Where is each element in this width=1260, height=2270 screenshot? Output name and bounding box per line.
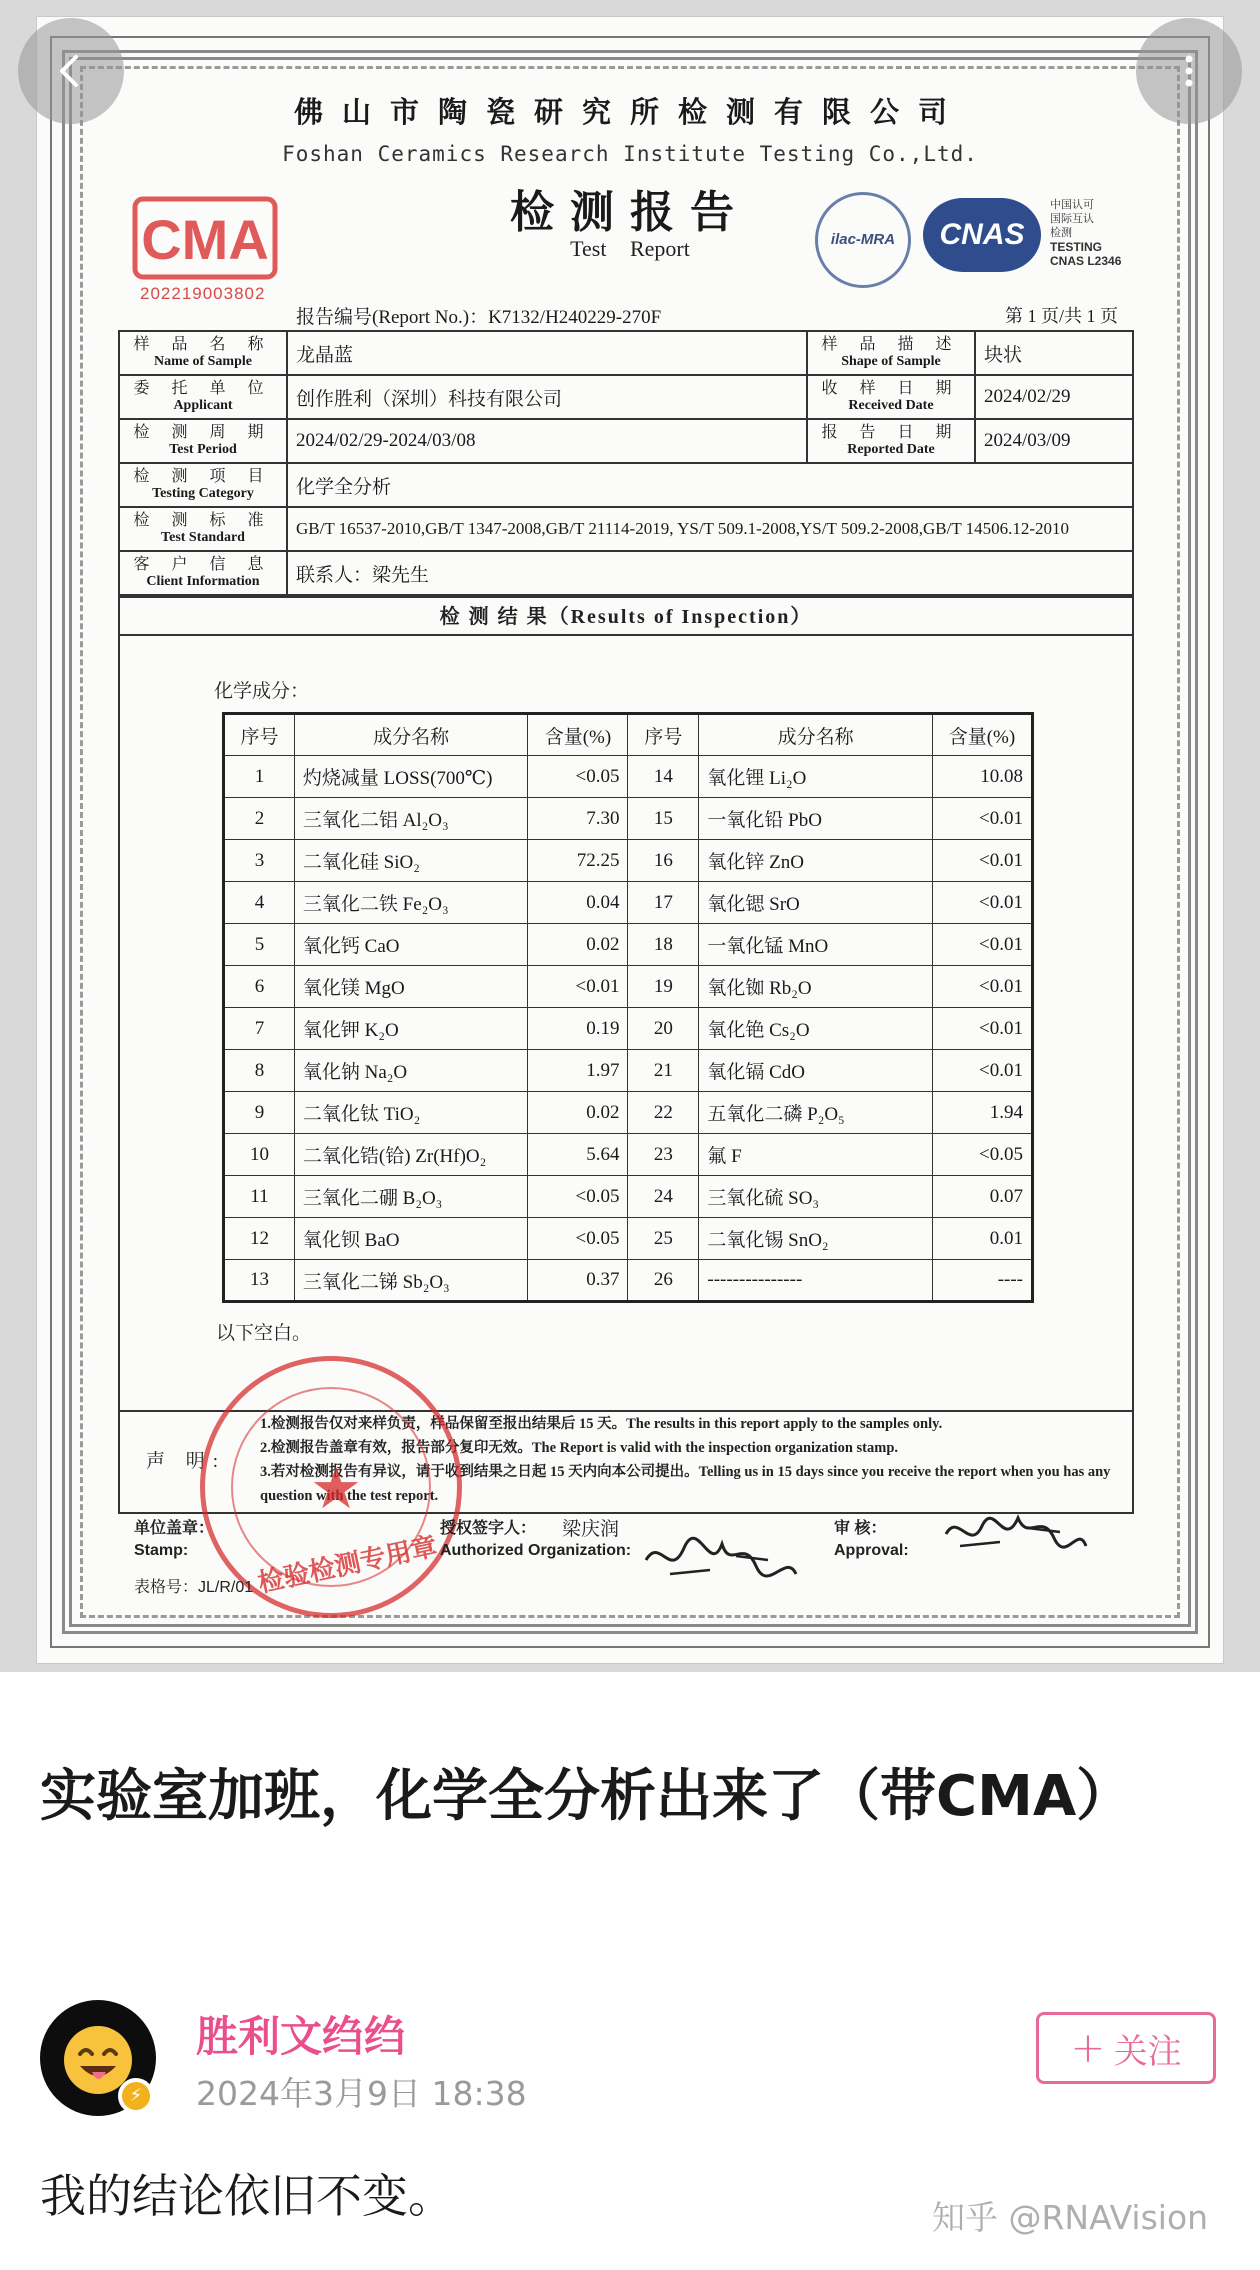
- chem-table-row: [224, 1218, 1033, 1260]
- chem-table-row: [224, 882, 1033, 924]
- client-info-value: 联系人：梁先生: [287, 551, 1133, 595]
- chem-cell-n: 25: [628, 1218, 699, 1260]
- chem-table-row: [224, 1134, 1033, 1176]
- chem-cell-n: 10: [224, 1134, 295, 1176]
- chem-cell-v: 0.37: [528, 1260, 628, 1302]
- reported-date-value: 2024/03/09: [975, 419, 1133, 463]
- info-row: 样 品 名 称 Name of Sample 龙晶蓝 样 品 描 述 Shape of Sample 块状: [119, 331, 1133, 375]
- chem-cell-v: 0.04: [528, 882, 628, 924]
- back-button[interactable]: [18, 18, 124, 124]
- form-number: 表格号：JL/R/01: [134, 1579, 254, 1596]
- chem-cell-name: 一氧化铅 PbO: [699, 798, 933, 840]
- chem-cell-n: 1: [224, 756, 295, 798]
- chem-cell-v: 10.08: [932, 756, 1032, 798]
- chem-cell-v: <0.05: [932, 1134, 1032, 1176]
- chem-cell-name: 二氧化硅 SiO₂: [294, 840, 528, 882]
- chem-cell-v: <0.01: [528, 966, 628, 1008]
- chem-cell-name: 五氧化二磷 P₂O₅: [699, 1092, 933, 1134]
- chem-cell-n: 20: [628, 1008, 699, 1050]
- chem-cell-name: 氟 F: [699, 1134, 933, 1176]
- org-name-cn: 佛山市陶瓷研究所检测有限公司: [293, 97, 966, 129]
- page-number: 第 1 页/共 1 页: [1005, 306, 1119, 326]
- col-header: 含量(%): [528, 714, 628, 756]
- chem-cell-v: 1.97: [528, 1050, 628, 1092]
- blank-note: 以下空白。: [216, 1323, 312, 1344]
- chem-cell-n: 13: [224, 1260, 295, 1302]
- chem-cell-v: ----: [932, 1260, 1032, 1302]
- chem-cell-name: ---------------: [699, 1260, 933, 1302]
- approval-label: 审 核： Approval:: [834, 1520, 909, 1559]
- col-header: 成分名称: [699, 714, 933, 756]
- report-title-en: Test Report: [570, 236, 690, 261]
- more-button[interactable]: [1136, 18, 1242, 124]
- chem-cell-n: 18: [628, 924, 699, 966]
- chem-cell-name: 氧化锌 ZnO: [699, 840, 933, 882]
- applicant-value: 创作胜利（深圳）科技有限公司: [287, 375, 807, 419]
- authorized-label: 授权签字人： Authorized Organization:: [440, 1520, 632, 1559]
- test-period-value: 2024/02/29-2024/03/08: [287, 419, 807, 463]
- chem-cell-n: 24: [628, 1176, 699, 1218]
- chem-header-row: [224, 714, 1033, 756]
- chem-cell-v: 0.02: [528, 924, 628, 966]
- chem-cell-n: 3: [224, 840, 295, 882]
- cnas-side-text: 中国认可 国际互认 检测 TESTING CNAS L2346: [1050, 199, 1122, 268]
- report-title-cn: 检测报告: [510, 188, 750, 237]
- cnas-logo: CNAS: [923, 198, 1041, 272]
- info-row: 检 测 周 期 Test Period 2024/02/29-2024/03/08 报 告 日 期 Reported Date 2024/03/09: [119, 419, 1133, 463]
- sample-name-value: 龙晶蓝: [287, 331, 807, 375]
- chem-cell-name: 氧化锶 SrO: [699, 882, 933, 924]
- chem-cell-v: <0.01: [932, 924, 1032, 966]
- info-row: 委 托 单 位 Applicant 创作胜利（深圳）科技有限公司 收 样 日 期 Received Date 2024/02/29: [119, 375, 1133, 419]
- chem-cell-name: 三氧化二锑 Sb₂O₃: [294, 1260, 528, 1302]
- chem-cell-name: 氧化钙 CaO: [294, 924, 528, 966]
- org-name-en: Foshan Ceramics Research Institute Testing Co.,Ltd.: [282, 142, 978, 166]
- chem-cell-n: 23: [628, 1134, 699, 1176]
- info-row: 客 户 信 息 Client Information 联系人：梁先生: [119, 551, 1133, 595]
- post-date: 2024年3月9日 18:38: [196, 2074, 527, 2113]
- post-body: 我的结论依旧不变。: [40, 2169, 454, 2223]
- chem-cell-name: 氧化钾 K₂O: [294, 1008, 528, 1050]
- chem-composition-label: 化学成分：: [214, 681, 310, 702]
- col-header: 序号: [628, 714, 699, 756]
- cma-logo: [132, 196, 278, 280]
- chem-cell-name: 氧化钠 Na₂O: [294, 1050, 528, 1092]
- signature-approval: [940, 1506, 1090, 1562]
- chem-cell-n: 6: [224, 966, 295, 1008]
- chem-cell-n: 17: [628, 882, 699, 924]
- chem-cell-v: <0.01: [932, 798, 1032, 840]
- chem-cell-n: 4: [224, 882, 295, 924]
- chem-cell-v: <0.05: [528, 756, 628, 798]
- chem-cell-v: 0.01: [932, 1218, 1032, 1260]
- svg-text:检验检测专用章: 检验检测专用章: [255, 1531, 440, 1599]
- signature-authorized: [640, 1530, 800, 1590]
- chem-cell-name: 氧化铷 Rb₂O: [699, 966, 933, 1008]
- svg-text:CMA: CMA: [141, 208, 269, 271]
- chem-cell-name: 灼烧减量 LOSS(700℃): [294, 756, 528, 798]
- declaration-label: 声 明:: [146, 1451, 227, 1472]
- plus-icon: +: [1070, 2023, 1106, 2072]
- chem-cell-name: 三氧化二硼 B₂O₃: [294, 1176, 528, 1218]
- chem-cell-name: 二氧化钛 TiO₂: [294, 1092, 528, 1134]
- chem-cell-n: 21: [628, 1050, 699, 1092]
- chem-cell-v: <0.01: [932, 882, 1032, 924]
- chem-cell-name: 三氧化二铁 Fe₂O₃: [294, 882, 528, 924]
- declaration-line: 2.检测报告盖章有效，报告部分复印无效。The Report is valid with the inspection organization stamp.: [260, 1440, 899, 1456]
- declaration-line: 1.检测报告仅对来样负责，样品保留至报出结果后 15 天。The results in this report apply to the samples only.: [260, 1416, 943, 1432]
- back-icon: [49, 49, 93, 93]
- test-category-value: 化学全分析: [287, 463, 1133, 507]
- test-standard-value: GB/T 16537-2010,GB/T 1347-2008,GB/T 21114-2019, YS/T 509.1-2008,YS/T 509.2-2008,GB/T 14506.12-2010: [287, 507, 1133, 551]
- results-heading: 检 测 结 果（Results of Inspection）: [439, 606, 813, 628]
- chem-cell-n: 19: [628, 966, 699, 1008]
- chem-cell-v: 1.94: [932, 1092, 1032, 1134]
- chem-table-row: [224, 756, 1033, 798]
- results-divider: [118, 634, 1134, 636]
- chem-cell-name: 三氧化二铝 Al₂O₃: [294, 798, 528, 840]
- chem-cell-v: 0.02: [528, 1092, 628, 1134]
- chem-table-row: [224, 798, 1033, 840]
- follow-label: 关注: [1113, 2031, 1182, 2072]
- sample-shape-value: 块状: [975, 331, 1133, 375]
- chem-cell-n: 26: [628, 1260, 699, 1302]
- chem-cell-v: <0.01: [932, 966, 1032, 1008]
- report-number: 报告编号(Report No.)：K7132/H240229-270F: [296, 307, 662, 328]
- chem-cell-name: 氧化钡 BaO: [294, 1218, 528, 1260]
- cma-number: 202219003802: [140, 284, 266, 303]
- chem-cell-n: 11: [224, 1176, 295, 1218]
- follow-button[interactable]: [1036, 2012, 1216, 2084]
- chem-cell-v: 72.25: [528, 840, 628, 882]
- chem-cell-name: 氧化铯 Cs₂O: [699, 1008, 933, 1050]
- chem-cell-v: <0.01: [932, 1008, 1032, 1050]
- chem-table-row: [224, 966, 1033, 1008]
- col-header: 序号: [224, 714, 295, 756]
- seal-star-icon: ★: [310, 1454, 362, 1522]
- col-header: 成分名称: [294, 714, 528, 756]
- chem-cell-v: 7.30: [528, 798, 628, 840]
- chem-cell-n: 7: [224, 1008, 295, 1050]
- chem-cell-v: <0.01: [932, 840, 1032, 882]
- chem-cell-v: 0.19: [528, 1008, 628, 1050]
- chem-cell-name: 氧化镉 CdO: [699, 1050, 933, 1092]
- chem-table-row: [224, 1176, 1033, 1218]
- chem-cell-n: 15: [628, 798, 699, 840]
- chem-cell-v: <0.05: [528, 1176, 628, 1218]
- chem-cell-n: 16: [628, 840, 699, 882]
- chem-table-row: [224, 1050, 1033, 1092]
- chem-cell-name: 一氧化锰 MnO: [699, 924, 933, 966]
- chem-cell-v: <0.01: [932, 1050, 1032, 1092]
- verified-badge-icon: ⚡: [118, 2078, 154, 2114]
- chem-cell-name: 氧化镁 MgO: [294, 966, 528, 1008]
- chem-cell-n: 8: [224, 1050, 295, 1092]
- col-header: 含量(%): [932, 714, 1032, 756]
- chem-table-row: [224, 924, 1033, 966]
- info-row: 检 测 项 目 Testing Category 化学全分析: [119, 463, 1133, 507]
- ilac-mra-logo: ilac-MRA: [815, 192, 911, 288]
- more-vertical-icon: [1167, 49, 1211, 93]
- chem-cell-name: 二氧化锡 SnO₂: [699, 1218, 933, 1260]
- chem-cell-n: 2: [224, 798, 295, 840]
- chem-table-row: [224, 1008, 1033, 1050]
- chem-cell-v: 5.64: [528, 1134, 628, 1176]
- declaration-line: 3.若对检测报告有异议，请于收到结果之日起 15 天内向本公司提出。Telling us in 15 days since you receive the report when you has any question with the test report.: [260, 1464, 1111, 1504]
- chem-cell-v: 0.07: [932, 1176, 1032, 1218]
- post-title: 实验室加班，化学全分析出来了（带CMA）: [40, 1764, 1133, 1829]
- chem-cell-v: <0.05: [528, 1218, 628, 1260]
- chem-cell-name: 三氧化硫 SO₃: [699, 1176, 933, 1218]
- authorized-signer-name: 梁庆润: [562, 1519, 620, 1540]
- author-name[interactable]: 胜利文绉绉: [196, 2012, 407, 2061]
- chem-cell-n: 9: [224, 1092, 295, 1134]
- stamp-label: 单位盖章： Stamp:: [134, 1520, 215, 1559]
- chem-cell-n: 5: [224, 924, 295, 966]
- sample-info-table: [118, 330, 1134, 596]
- chem-cell-name: 二氧化锆(铪) Zr(Hf)O₂: [294, 1134, 528, 1176]
- received-date-value: 2024/02/29: [975, 375, 1133, 419]
- watermark: 知乎 @RNAVision: [932, 2198, 1209, 2237]
- chem-cell-n: 14: [628, 756, 699, 798]
- chem-cell-n: 22: [628, 1092, 699, 1134]
- chem-composition-table: [222, 712, 1034, 1303]
- chem-cell-name: 氧化锂 Li₂O: [699, 756, 933, 798]
- chem-table-row: [224, 840, 1033, 882]
- info-row: 检 测 标 准 Test Standard GB/T 16537-2010,GB/T 1347-2008,GB/T 21114-2019, YS/T 509.1-2008,YS/T 509.2-2008,GB/T 14506.12-2010: [119, 507, 1133, 551]
- chem-table-row: [224, 1260, 1033, 1302]
- chem-cell-n: 12: [224, 1218, 295, 1260]
- chem-table-row: [224, 1092, 1033, 1134]
